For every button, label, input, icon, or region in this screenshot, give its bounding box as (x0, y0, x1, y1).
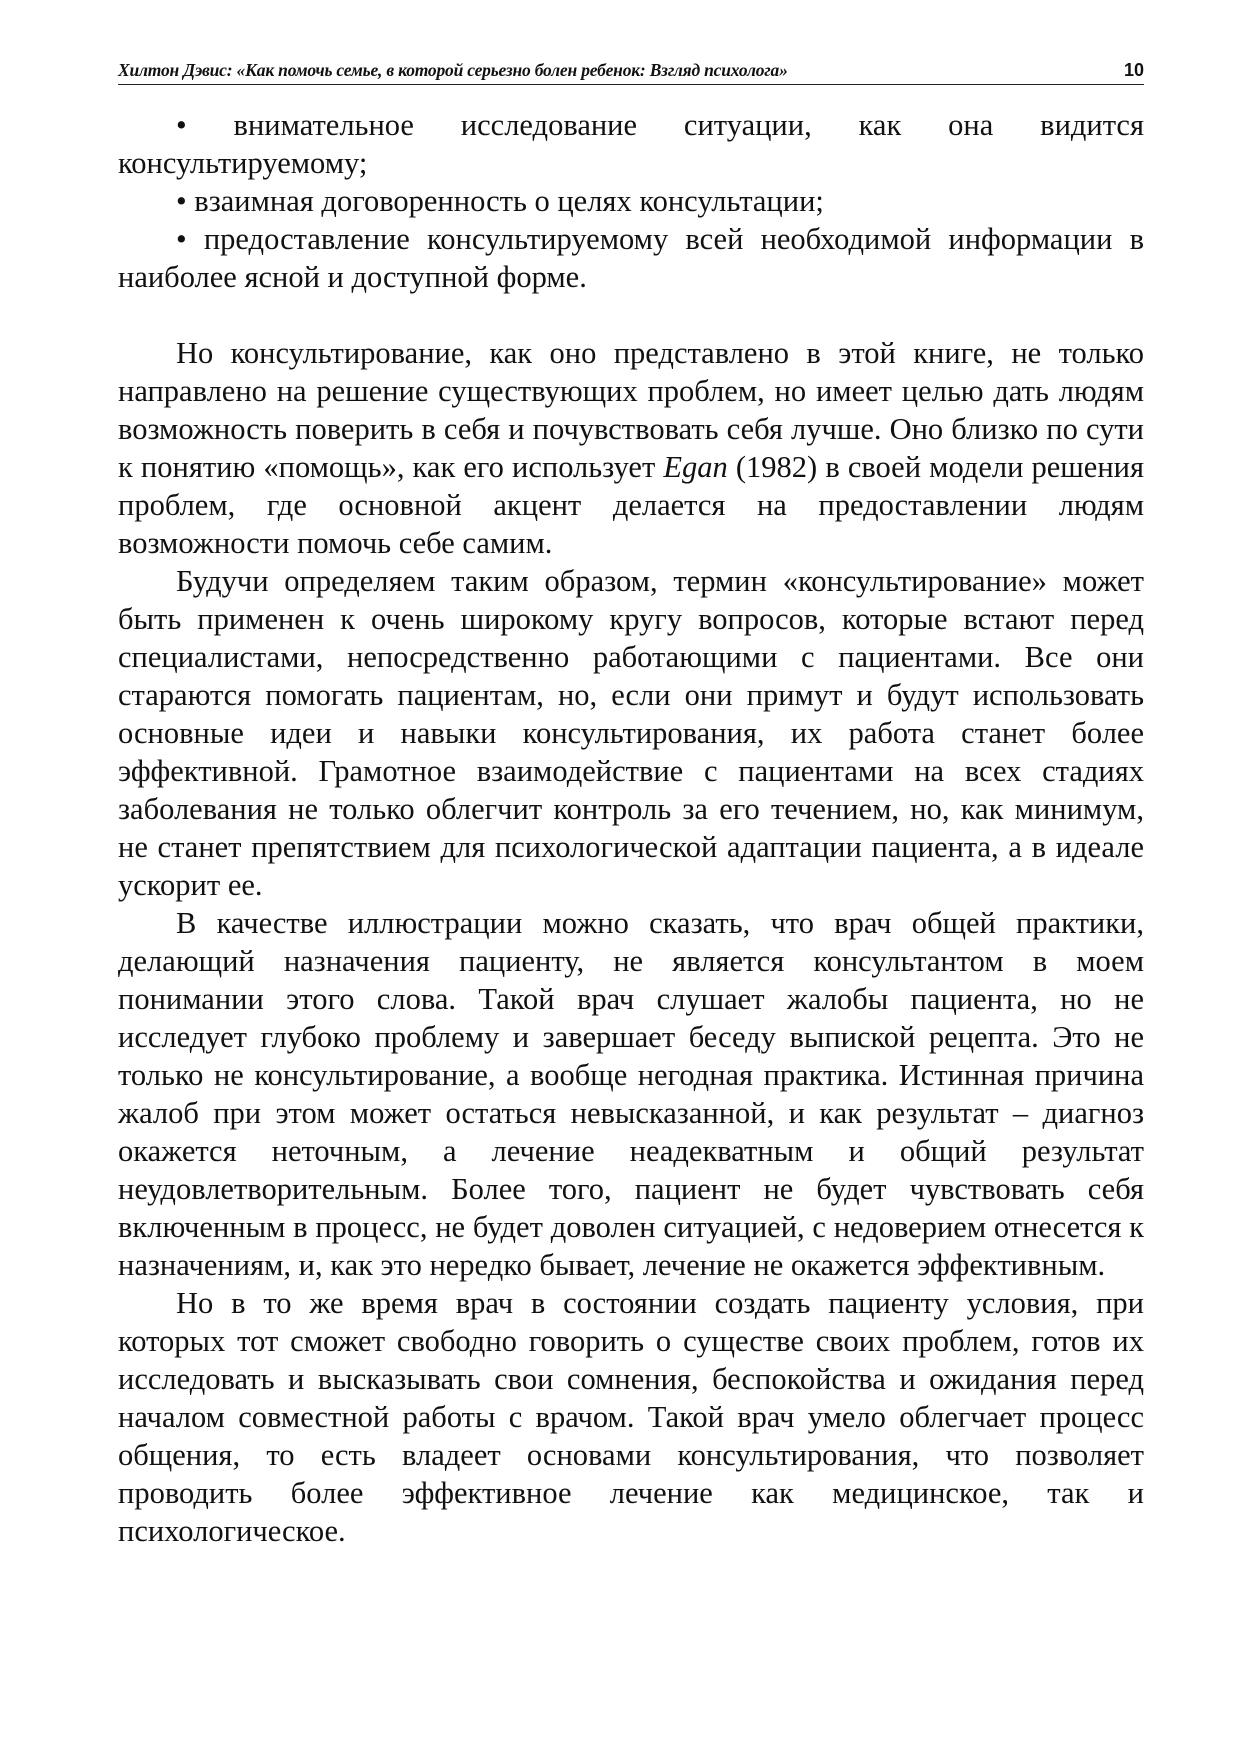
paragraph-3: В качестве иллюстрации можно сказать, что врач общей практики, делающий назначения пациенту, не является консультантом в моем понимании этого слова. Такой врач слушает жалобы пациента, но не исследует глубоко проблему и завершает беседу выпиской рецепта. Это не только не консультирование, а вообще негодная практика. Истинная причина жалоб при этом может остаться невысказанной, и как результат – диагноз окажется неточным, а лечение неадекватным и общий результат неудовлетворительным. Более того, пациент не будет чувствовать себя включенным в процесс, не будет доволен ситуацией, с недоверием отнесется к назначениям, и, как это нередко бывает, лечение не окажется эффективным. (118, 906, 1144, 1282)
body-text (118, 106, 1144, 1550)
paragraph-2: Будучи определяем таким образом, термин «консультирование» может быть применен к очень широкому кругу вопросов, которые встают перед специалистами, непосредственно работающими с пациентами. Все они стараются помогать пациентам, но, если они примут и будут использовать основные идеи и навыки консультирования, их работа станет более эффективной. Грамотное взаимодействие с пациентами на всех стадиях заболевания не только облегчит контроль за его течением, но, как минимум, не станет препятствием для психологической адаптации пациента, а в идеале ускорит ее. (118, 564, 1144, 902)
page-number: 10 (1123, 60, 1144, 80)
running-header-title: Хилтон Дэвис: «Как помочь семье, в которой серьезно болен ребенок: Взгляд психолога» (118, 60, 788, 80)
paragraph-4: Но в то же время врач в состоянии создать пациенту условия, при которых тот сможет свободно говорить о существе своих проблем, готов их исследовать и высказывать свои сомнения, беспокойства и ожидания перед началом совместной работы с врачом. Такой врач умело облегчает процесс общения, то есть владеет основами консультирования, что позволяет проводить более эффективное лечение как медицинское, так и психологическое. (118, 1286, 1144, 1548)
bullet-item-1: • внимательное исследование ситуации, как она видится консультируемому; (118, 108, 1144, 180)
bullet-item-2: • взаимная договоренность о целях консультации; (176, 184, 824, 218)
paragraph-1-text-a: Но консультирование, как оно представлено в этой книге, не только направлено на решение существующих проблем, но имеет целью дать людям возможность поверить в себя и почувствовать себя лучше. Оно близко по сути к понятию «помощь», как его использует (118, 336, 1144, 484)
paragraph-1-text-b: (1982) в своей модели решения проблем, где основной акцент делается на предоставлении людям возможности помочь себе самим. (118, 450, 1144, 560)
bullet-item-3: • предоставление консультируемому всей необходимой информации в наиболее ясной и доступной форме. (118, 222, 1144, 294)
paragraph-1 (118, 334, 1144, 562)
running-header (118, 54, 1144, 85)
cited-author: Egan (663, 450, 728, 484)
paragraph-spacer (118, 296, 1144, 334)
